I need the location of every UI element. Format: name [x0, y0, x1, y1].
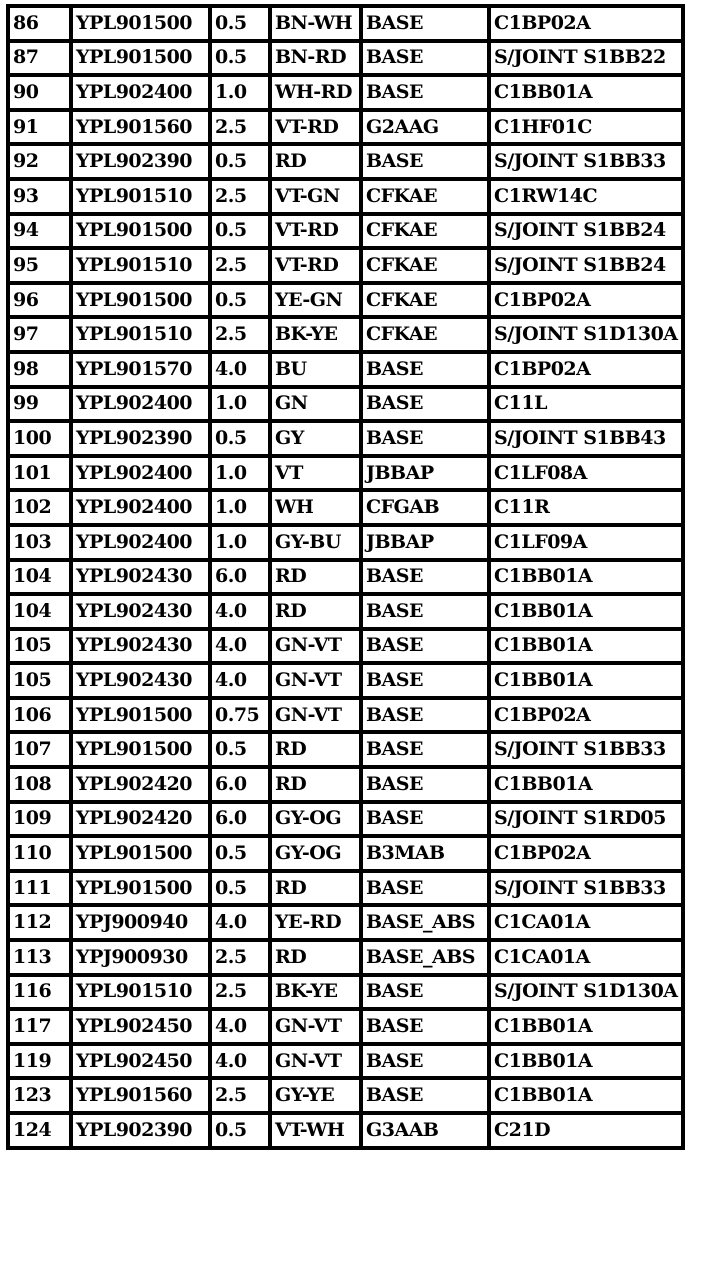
destination-cell: S/JOINT S1D130A [489, 975, 683, 1010]
harness-cell: BASE [361, 802, 489, 837]
cross-section-cell: 0.5 [210, 732, 270, 767]
wire-number-cell: 97 [8, 317, 71, 352]
cross-section-cell: 1.0 [210, 525, 270, 560]
destination-cell: S/JOINT S1BB24 [489, 214, 683, 249]
destination-cell: C1BB01A [489, 75, 683, 110]
harness-cell: BASE [361, 629, 489, 664]
cross-section-cell: 2.5 [210, 110, 270, 145]
color-cell: GN-VT [270, 1009, 361, 1044]
table-row [8, 387, 683, 422]
harness-cell: BASE [361, 75, 489, 110]
color-cell: BN-WH [270, 6, 361, 41]
wire-number-cell: 100 [8, 421, 71, 456]
destination-cell: C11R [489, 490, 683, 525]
harness-cell: BASE [361, 975, 489, 1010]
cross-section-cell: 4.0 [210, 594, 270, 629]
color-cell: VT-RD [270, 214, 361, 249]
wire-number-cell: 103 [8, 525, 71, 560]
harness-cell: JBBAP [361, 525, 489, 560]
color-cell: BN-RD [270, 41, 361, 76]
color-cell: RD [270, 871, 361, 906]
color-cell: WH [270, 490, 361, 525]
harness-cell: BASE [361, 698, 489, 733]
table-row [8, 110, 683, 145]
wire-number-cell: 87 [8, 41, 71, 76]
wire-number-cell: 99 [8, 387, 71, 422]
table-row [8, 75, 683, 110]
destination-cell: C1BB01A [489, 1078, 683, 1113]
harness-cell: BASE [361, 1044, 489, 1079]
harness-cell: BASE [361, 387, 489, 422]
part-number-cell: YPL901500 [71, 732, 210, 767]
cross-section-cell: 4.0 [210, 905, 270, 940]
harness-cell: CFKAE [361, 283, 489, 318]
destination-cell: C1BP02A [489, 283, 683, 318]
wire-number-cell: 93 [8, 179, 71, 214]
table-row [8, 352, 683, 387]
cross-section-cell: 2.5 [210, 1078, 270, 1113]
part-number-cell: YPL901510 [71, 248, 210, 283]
cross-section-cell: 4.0 [210, 1044, 270, 1079]
wire-number-cell: 98 [8, 352, 71, 387]
cross-section-cell: 0.5 [210, 41, 270, 76]
wire-number-cell: 119 [8, 1044, 71, 1079]
wire-number-cell: 86 [8, 6, 71, 41]
harness-cell: BASE [361, 6, 489, 41]
color-cell: GN-VT [270, 698, 361, 733]
destination-cell: S/JOINT S1D130A [489, 317, 683, 352]
table-row [8, 490, 683, 525]
destination-cell: S/JOINT S1RD05 [489, 802, 683, 837]
destination-cell: C1BB01A [489, 1044, 683, 1079]
part-number-cell: YPL902400 [71, 525, 210, 560]
cross-section-cell: 6.0 [210, 767, 270, 802]
harness-cell: BASE [361, 732, 489, 767]
destination-cell: C11L [489, 387, 683, 422]
cross-section-cell: 0.75 [210, 698, 270, 733]
destination-cell: S/JOINT S1BB33 [489, 144, 683, 179]
harness-cell: CFKAE [361, 317, 489, 352]
wire-number-cell: 112 [8, 905, 71, 940]
color-cell: GY-YE [270, 1078, 361, 1113]
harness-cell: JBBAP [361, 456, 489, 491]
part-number-cell: YPL902430 [71, 594, 210, 629]
destination-cell: S/JOINT S1BB33 [489, 732, 683, 767]
cross-section-cell: 0.5 [210, 6, 270, 41]
harness-cell: BASE_ABS [361, 940, 489, 975]
table-row [8, 248, 683, 283]
cross-section-cell: 4.0 [210, 629, 270, 664]
table-row [8, 560, 683, 595]
wire-number-cell: 92 [8, 144, 71, 179]
table-row [8, 1078, 683, 1113]
wire-number-cell: 104 [8, 594, 71, 629]
part-number-cell: YPJ900940 [71, 905, 210, 940]
destination-cell: C1BP02A [489, 6, 683, 41]
harness-cell: BASE [361, 144, 489, 179]
table-row [8, 283, 683, 318]
color-cell: VT [270, 456, 361, 491]
color-cell: RD [270, 767, 361, 802]
wire-list-table [6, 4, 685, 1150]
table-row [8, 698, 683, 733]
part-number-cell: YPL902400 [71, 490, 210, 525]
table-row [8, 871, 683, 906]
destination-cell: C21D [489, 1113, 683, 1148]
color-cell: RD [270, 940, 361, 975]
cross-section-cell: 1.0 [210, 456, 270, 491]
cross-section-cell: 0.5 [210, 836, 270, 871]
harness-cell: BASE [361, 594, 489, 629]
harness-cell: BASE [361, 871, 489, 906]
harness-cell: CFKAE [361, 248, 489, 283]
table-row [8, 1113, 683, 1148]
wire-number-cell: 91 [8, 110, 71, 145]
part-number-cell: YPL902400 [71, 387, 210, 422]
wire-number-cell: 94 [8, 214, 71, 249]
wire-number-cell: 124 [8, 1113, 71, 1148]
destination-cell: S/JOINT S1BB24 [489, 248, 683, 283]
table-row [8, 594, 683, 629]
wire-number-cell: 90 [8, 75, 71, 110]
table-row [8, 1044, 683, 1079]
harness-cell: G3AAB [361, 1113, 489, 1148]
color-cell: GN [270, 387, 361, 422]
harness-cell: CFGAB [361, 490, 489, 525]
color-cell: BK-YE [270, 975, 361, 1010]
harness-cell: BASE [361, 1009, 489, 1044]
cross-section-cell: 1.0 [210, 490, 270, 525]
destination-cell: C1HF01C [489, 110, 683, 145]
color-cell: RD [270, 732, 361, 767]
color-cell: VT-RD [270, 248, 361, 283]
part-number-cell: YPL901500 [71, 214, 210, 249]
cross-section-cell: 4.0 [210, 663, 270, 698]
color-cell: RD [270, 594, 361, 629]
part-number-cell: YPL902450 [71, 1009, 210, 1044]
destination-cell: C1RW14C [489, 179, 683, 214]
table-row [8, 975, 683, 1010]
harness-cell: CFKAE [361, 214, 489, 249]
part-number-cell: YPL902430 [71, 629, 210, 664]
part-number-cell: YPL901570 [71, 352, 210, 387]
table-row [8, 836, 683, 871]
color-cell: VT-WH [270, 1113, 361, 1148]
color-cell: GY-OG [270, 802, 361, 837]
harness-cell: BASE_ABS [361, 905, 489, 940]
part-number-cell: YPL901560 [71, 1078, 210, 1113]
table-row [8, 525, 683, 560]
color-cell: RD [270, 560, 361, 595]
table-row [8, 940, 683, 975]
wire-number-cell: 111 [8, 871, 71, 906]
cross-section-cell: 0.5 [210, 144, 270, 179]
cross-section-cell: 1.0 [210, 75, 270, 110]
harness-cell: G2AAG [361, 110, 489, 145]
part-number-cell: YPL901500 [71, 871, 210, 906]
wire-number-cell: 116 [8, 975, 71, 1010]
color-cell: GN-VT [270, 629, 361, 664]
destination-cell: C1CA01A [489, 905, 683, 940]
destination-cell: S/JOINT S1BB43 [489, 421, 683, 456]
wire-number-cell: 96 [8, 283, 71, 318]
table-row [8, 144, 683, 179]
destination-cell: C1CA01A [489, 940, 683, 975]
harness-cell: CFKAE [361, 179, 489, 214]
color-cell: RD [270, 144, 361, 179]
harness-cell: BASE [361, 421, 489, 456]
wire-number-cell: 123 [8, 1078, 71, 1113]
cross-section-cell: 1.0 [210, 387, 270, 422]
table-row [8, 767, 683, 802]
destination-cell: C1LF09A [489, 525, 683, 560]
color-cell: WH-RD [270, 75, 361, 110]
destination-cell: C1BB01A [489, 663, 683, 698]
destination-cell: S/JOINT S1BB33 [489, 871, 683, 906]
harness-cell: B3MAB [361, 836, 489, 871]
color-cell: GN-VT [270, 663, 361, 698]
part-number-cell: YPL901500 [71, 283, 210, 318]
wire-number-cell: 105 [8, 629, 71, 664]
harness-cell: BASE [361, 560, 489, 595]
table-row [8, 802, 683, 837]
cross-section-cell: 0.5 [210, 214, 270, 249]
part-number-cell: YPL902400 [71, 75, 210, 110]
part-number-cell: YPL902420 [71, 802, 210, 837]
destination-cell: S/JOINT S1BB22 [489, 41, 683, 76]
cross-section-cell: 2.5 [210, 179, 270, 214]
table-row [8, 629, 683, 664]
color-cell: GN-VT [270, 1044, 361, 1079]
table-row [8, 179, 683, 214]
part-number-cell: YPL902450 [71, 1044, 210, 1079]
destination-cell: C1BP02A [489, 698, 683, 733]
harness-cell: BASE [361, 663, 489, 698]
cross-section-cell: 0.5 [210, 871, 270, 906]
color-cell: GY-OG [270, 836, 361, 871]
destination-cell: C1BB01A [489, 629, 683, 664]
harness-cell: BASE [361, 767, 489, 802]
cross-section-cell: 2.5 [210, 975, 270, 1010]
wire-number-cell: 110 [8, 836, 71, 871]
color-cell: VT-GN [270, 179, 361, 214]
part-number-cell: YPL901500 [71, 836, 210, 871]
part-number-cell: YPL902400 [71, 456, 210, 491]
color-cell: GY [270, 421, 361, 456]
wire-number-cell: 113 [8, 940, 71, 975]
table-row [8, 663, 683, 698]
table-row [8, 1009, 683, 1044]
wire-number-cell: 108 [8, 767, 71, 802]
table-row [8, 214, 683, 249]
wire-number-cell: 106 [8, 698, 71, 733]
wire-number-cell: 95 [8, 248, 71, 283]
destination-cell: C1BB01A [489, 594, 683, 629]
wire-number-cell: 109 [8, 802, 71, 837]
wire-number-cell: 117 [8, 1009, 71, 1044]
color-cell: VT-RD [270, 110, 361, 145]
cross-section-cell: 0.5 [210, 421, 270, 456]
part-number-cell: YPL901500 [71, 698, 210, 733]
cross-section-cell: 0.5 [210, 1113, 270, 1148]
table-row [8, 456, 683, 491]
part-number-cell: YPL901510 [71, 975, 210, 1010]
cross-section-cell: 6.0 [210, 560, 270, 595]
part-number-cell: YPJ900930 [71, 940, 210, 975]
cross-section-cell: 0.5 [210, 283, 270, 318]
harness-cell: BASE [361, 41, 489, 76]
wire-number-cell: 105 [8, 663, 71, 698]
destination-cell: C1BP02A [489, 836, 683, 871]
table-row [8, 317, 683, 352]
color-cell: GY-BU [270, 525, 361, 560]
part-number-cell: YPL901510 [71, 317, 210, 352]
wire-number-cell: 104 [8, 560, 71, 595]
cross-section-cell: 2.5 [210, 317, 270, 352]
cross-section-cell: 4.0 [210, 352, 270, 387]
cross-section-cell: 4.0 [210, 1009, 270, 1044]
table-row [8, 421, 683, 456]
destination-cell: C1BP02A [489, 352, 683, 387]
wire-number-cell: 102 [8, 490, 71, 525]
table-row [8, 732, 683, 767]
harness-cell: BASE [361, 1078, 489, 1113]
part-number-cell: YPL902390 [71, 1113, 210, 1148]
table-row [8, 41, 683, 76]
cross-section-cell: 2.5 [210, 940, 270, 975]
cross-section-cell: 2.5 [210, 248, 270, 283]
color-cell: BU [270, 352, 361, 387]
part-number-cell: YPL901500 [71, 41, 210, 76]
cross-section-cell: 6.0 [210, 802, 270, 837]
destination-cell: C1BB01A [489, 560, 683, 595]
destination-cell: C1BB01A [489, 1009, 683, 1044]
harness-cell: BASE [361, 352, 489, 387]
part-number-cell: YPL902390 [71, 421, 210, 456]
color-cell: YE-GN [270, 283, 361, 318]
table-row [8, 6, 683, 41]
part-number-cell: YPL901510 [71, 179, 210, 214]
wire-number-cell: 101 [8, 456, 71, 491]
part-number-cell: YPL901500 [71, 6, 210, 41]
wire-list-body [8, 6, 683, 1148]
part-number-cell: YPL902390 [71, 144, 210, 179]
wire-number-cell: 107 [8, 732, 71, 767]
part-number-cell: YPL902430 [71, 560, 210, 595]
destination-cell: C1LF08A [489, 456, 683, 491]
part-number-cell: YPL902430 [71, 663, 210, 698]
table-row [8, 905, 683, 940]
color-cell: YE-RD [270, 905, 361, 940]
part-number-cell: YPL902420 [71, 767, 210, 802]
color-cell: BK-YE [270, 317, 361, 352]
part-number-cell: YPL901560 [71, 110, 210, 145]
destination-cell: C1BB01A [489, 767, 683, 802]
